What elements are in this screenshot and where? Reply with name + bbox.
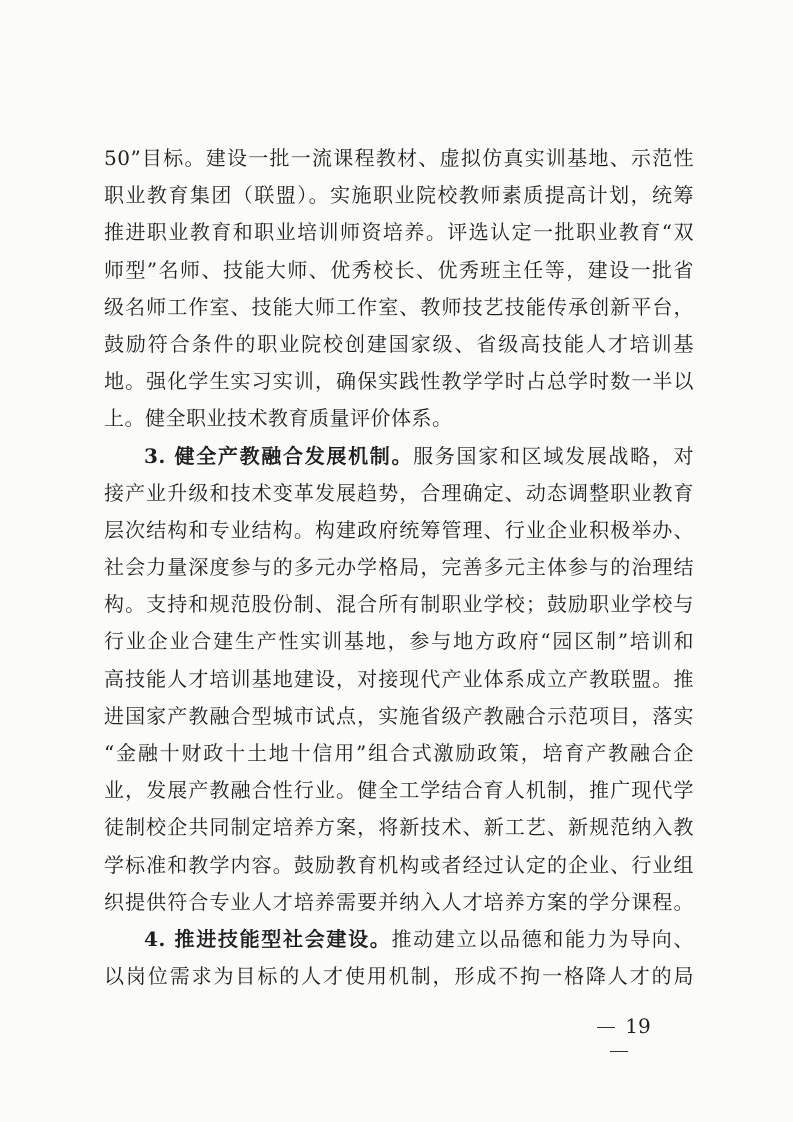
page-number (574, 1014, 664, 1062)
text-line: 推进职业教育和职业培训师资培养。评选认定一批职业教育“双 (104, 220, 694, 245)
text-line: 学标准和教学内容。鼓励教育机构或者经过认定的企业、行业组 (104, 852, 694, 877)
text-line: 进国家产教融合型城市试点，实施省级产教融合示范项目，落实 (104, 703, 694, 728)
section-heading: 4. 推进技能型社会建设。 (144, 926, 392, 951)
body-text (104, 140, 694, 995)
text-line: 50”目标。建设一批一流课程教材、虚拟仿真实训基地、示范性 (104, 146, 694, 170)
paragraph-first-line (104, 438, 694, 475)
text-line: 接产业升级和技术变革发展趋势，合理确定、动态调整职业教育 (104, 480, 694, 505)
text-line: 以岗位需求为目标的人才使用机制，形成不拘一格降人才的局 (104, 964, 694, 989)
page-number-value: 19 (625, 1014, 651, 1038)
text-line: 职业教育集团（联盟）。实施职业院校教师素质提高计划，统筹 (104, 183, 694, 208)
dash-left (597, 1027, 615, 1029)
section-heading: 3. 健全产教融合发展机制。 (144, 443, 414, 468)
text-line: 地。强化学生实习实训，确保实践性教学学时占总学时数一半以 (104, 369, 694, 394)
text-line: 行业企业合建生产性实训基地，参与地方政府“园区制”培训和 (104, 629, 694, 654)
text-line: “金融十财政十土地十信用”组合式激励政策，培育产教融合企 (104, 741, 694, 765)
text-line: 级名师工作室、技能大师工作室、教师技艺技能传承创新平台， (104, 294, 694, 319)
paragraph-first-line (104, 921, 694, 958)
text-run: 服务国家和区域发展战略，对 (413, 443, 694, 468)
text-line: 构。支持和规范股份制、混合所有制职业学校；鼓励职业学校与 (104, 592, 694, 617)
text-line: 师型”名师、技能大师、优秀校长、优秀班主任等，建设一批省 (104, 257, 694, 282)
text-line: 上。健全职业技术教育质量评价体系。 (104, 406, 453, 431)
text-run: 推动建立以品德和能力为导向、 (391, 926, 695, 951)
text-line: 徒制校企共同制定培养方案，将新技术、新工艺、新规范纳入教 (104, 815, 694, 840)
dash-right (610, 1051, 628, 1053)
text-line: 层次结构和专业结构。构建政府统筹管理、行业企业积极举办、 (104, 517, 694, 542)
text-line: 社会力量深度参与的多元办学格局，完善多元主体参与的治理结 (104, 555, 694, 580)
text-line: 高技能人才培训基地建设，对接现代产业体系成立产教联盟。推 (104, 666, 694, 691)
text-line: 鼓励符合条件的职业院校创建国家级、省级高技能人才培训基 (104, 331, 694, 356)
text-line: 业，发展产教融合性行业。健全工学结合育人机制，推广现代学 (104, 778, 694, 803)
text-line: 织提供符合专业人才培养需要并纳入人才培养方案的学分课程。 (104, 889, 694, 914)
